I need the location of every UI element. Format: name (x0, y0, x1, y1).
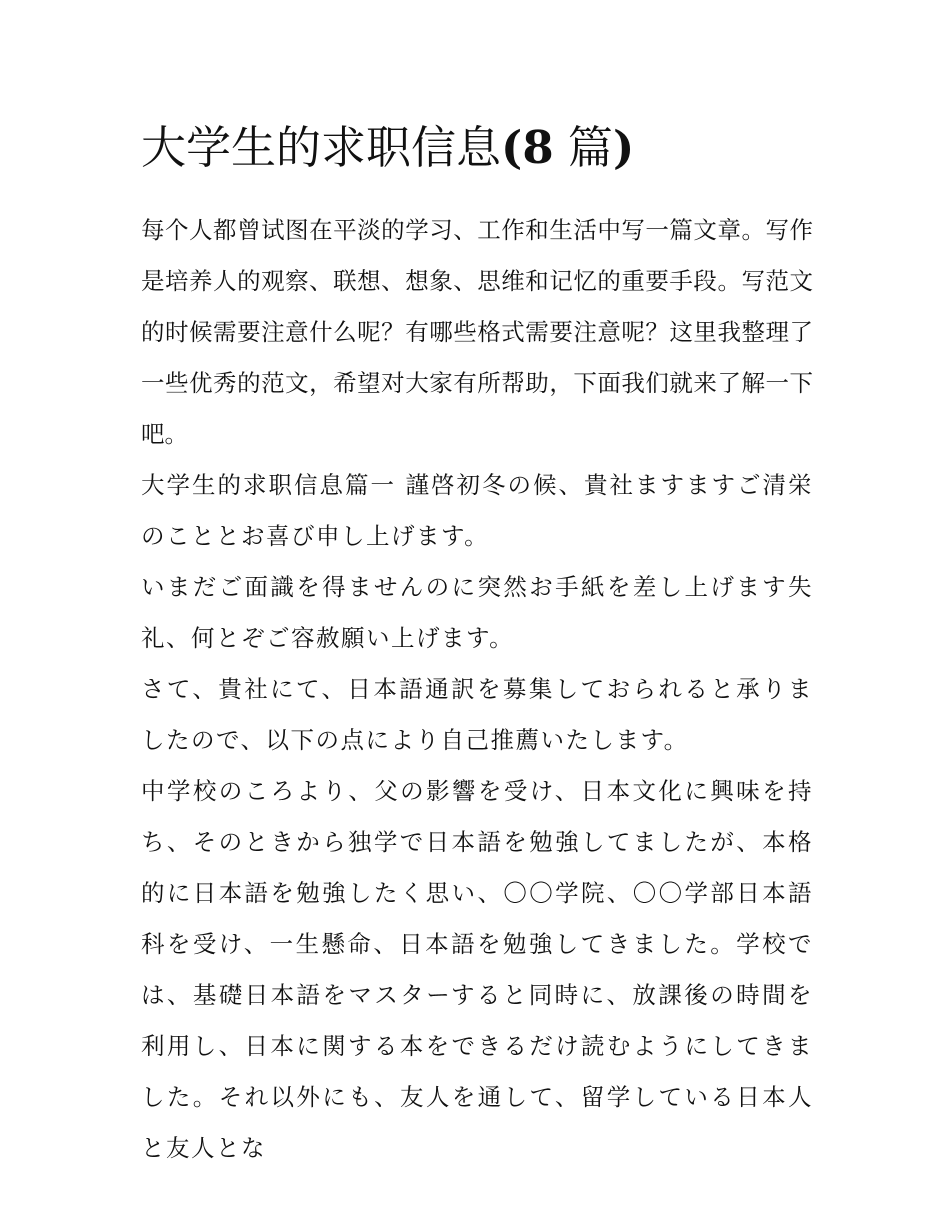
title-main-text: 大学生的求职信息 (141, 121, 502, 174)
intro-paragraph: 每个人都曾试图在平淡的学习、工作和生活中写一篇文章。写作是培养人的观察、联想、想象、思维和记忆的重要手段。写范文的时候需要注意什么呢？有哪些格式需要注意呢？这里我整理了一些优秀的范文，希望对大家有所帮助，下面我们就来了解一下吧。 (141, 216, 813, 448)
letter-purpose-paragraph: さて、貴社にて、日本語通訳を募集しておられると承りましたので、以下の点により自己推薦いたします。 (141, 675, 813, 754)
letter-apology-paragraph: いまだご面識を得ませんのに突然お手紙を差し上げます失礼、何とぞご容赦願い上げます。 (141, 573, 813, 652)
document-content (141, 113, 813, 1174)
letter-opening-paragraph: 大学生的求职信息篇一 謹啓初冬の候、貴社ますますご清栄のこととお喜び申し上げます。 (141, 471, 813, 550)
title-count: 8 (522, 121, 554, 174)
title-paren-open: ( (501, 121, 523, 174)
document-title (141, 113, 813, 183)
letter-background-paragraph: 中学校のころより、父の影響を受け、日本文化に興味を持ち、そのときから独学で日本語を勉強してましたが、本格的に日本語を勉強したく思い、〇〇学院、〇〇学部日本語科を受け、一生懸命、日本語を勉強してきました。学校では、基礎日本語をマスターすると同時に、放課後の時間を利用し、日本に関する本をできるだけ読むようにしてきました。それ以外にも、友人を通して、留学している日本人と友人とな (141, 777, 813, 1162)
title-unit: 篇 (553, 121, 613, 174)
title-paren-close: ) (612, 121, 635, 174)
